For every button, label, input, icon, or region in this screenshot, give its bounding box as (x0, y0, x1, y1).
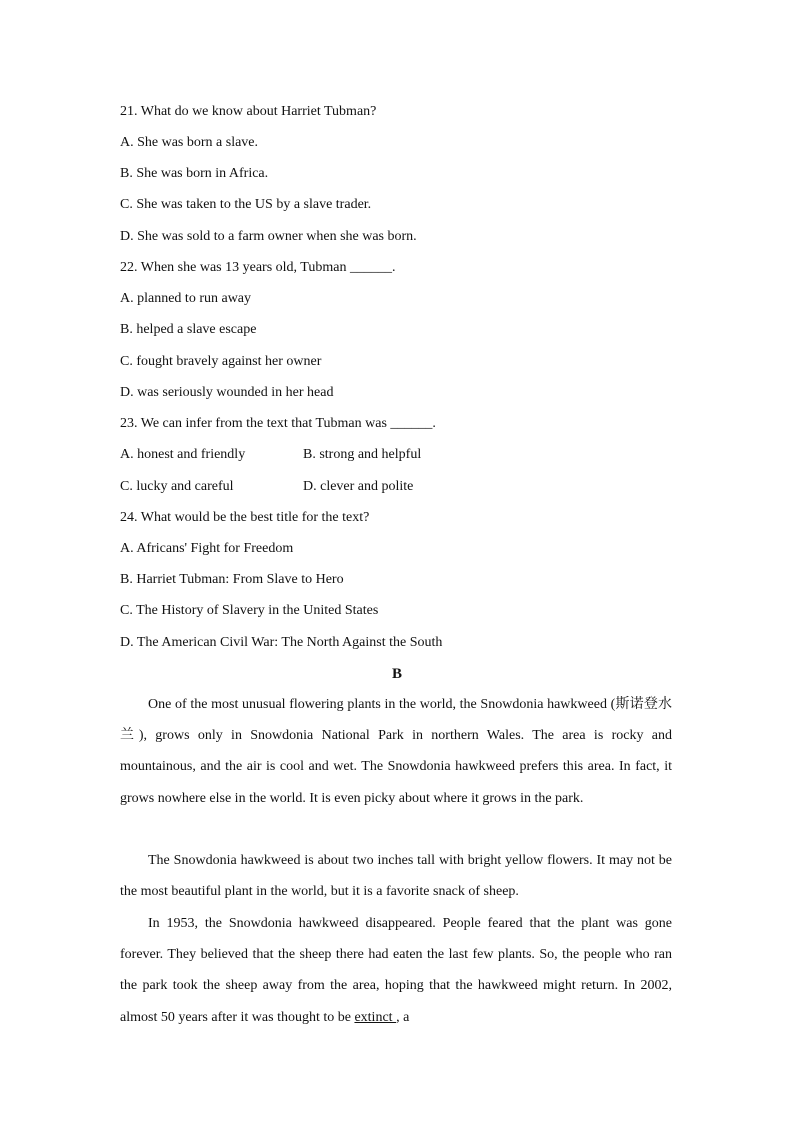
question-22-stem: 22. When she was 13 years old, Tubman ______. (120, 260, 396, 275)
underlined-word-extinct: extinct (354, 1009, 397, 1025)
passage-paragraph-3 (120, 908, 672, 1033)
question-24-stem: 24. What would be the best title for the text? (120, 510, 370, 525)
question-23-option-b: B. strong and helpful (303, 447, 422, 462)
question-23-stem: 23. We can infer from the text that Tubman was ______. (120, 416, 436, 431)
question-24-option-b: B. Harriet Tubman: From Slave to Hero (120, 572, 344, 587)
question-21-option-d: D. She was sold to a farm owner when she was born. (120, 229, 417, 244)
question-23-option-a: A. honest and friendly (120, 447, 246, 462)
question-23-option-c: C. lucky and careful (120, 479, 234, 494)
passage-paragraph-3-text: In 1953, the Snowdonia hawkweed disappeared. People feared that the plant was gone forever. They believed that the sheep there had eaten the last few plants. So, the people who ran the park took the sheep away from the area, hoping that the hawkweed might return. In 2002, almost 50 years after it was thought to be (120, 916, 672, 1025)
question-21-option-c: C. She was taken to the US by a slave trader. (120, 197, 372, 212)
question-21-option-a: A. She was born a slave. (120, 135, 259, 150)
question-24-option-d: D. The American Civil War: The North Against the South (120, 635, 443, 650)
question-24-option-c: C. The History of Slavery in the United States (120, 603, 379, 618)
question-23-options-row-2 (120, 478, 414, 496)
question-23-option-d: D. clever and polite (303, 479, 414, 494)
question-22-option-c: C. fought bravely against her owner (120, 354, 322, 369)
question-21-stem: 21. What do we know about Harriet Tubman? (120, 104, 377, 119)
question-23-options-row-1 (120, 446, 422, 464)
passage-paragraph-3-tail: , a (396, 1009, 410, 1025)
question-22-option-a: A. planned to run away (120, 291, 252, 306)
question-22-option-d: D. was seriously wounded in her head (120, 385, 334, 400)
question-22-option-b: B. helped a slave escape (120, 322, 257, 337)
question-24-option-a: A. Africans' Fight for Freedom (120, 541, 294, 556)
passage-paragraph-1: One of the most unusual flowering plants in the world, the Snowdonia hawkweed (斯诺登水兰), grows only in Snowdonia National Park in northern Wales. The area is rocky and mountainous, and the air is cool and wet. The Snowdonia hawkweed prefers this area. In fact, it grows nowhere else in the world. It is even picky about where it grows in the park. (120, 697, 672, 806)
question-21-option-b: B. She was born in Africa. (120, 166, 269, 181)
section-b-heading: B (391, 666, 402, 682)
passage-paragraph-2: The Snowdonia hawkweed is about two inches tall with bright yellow flowers. It may not be the most beautiful plant in the world, but it is a favorite snack of sheep. (120, 853, 672, 900)
